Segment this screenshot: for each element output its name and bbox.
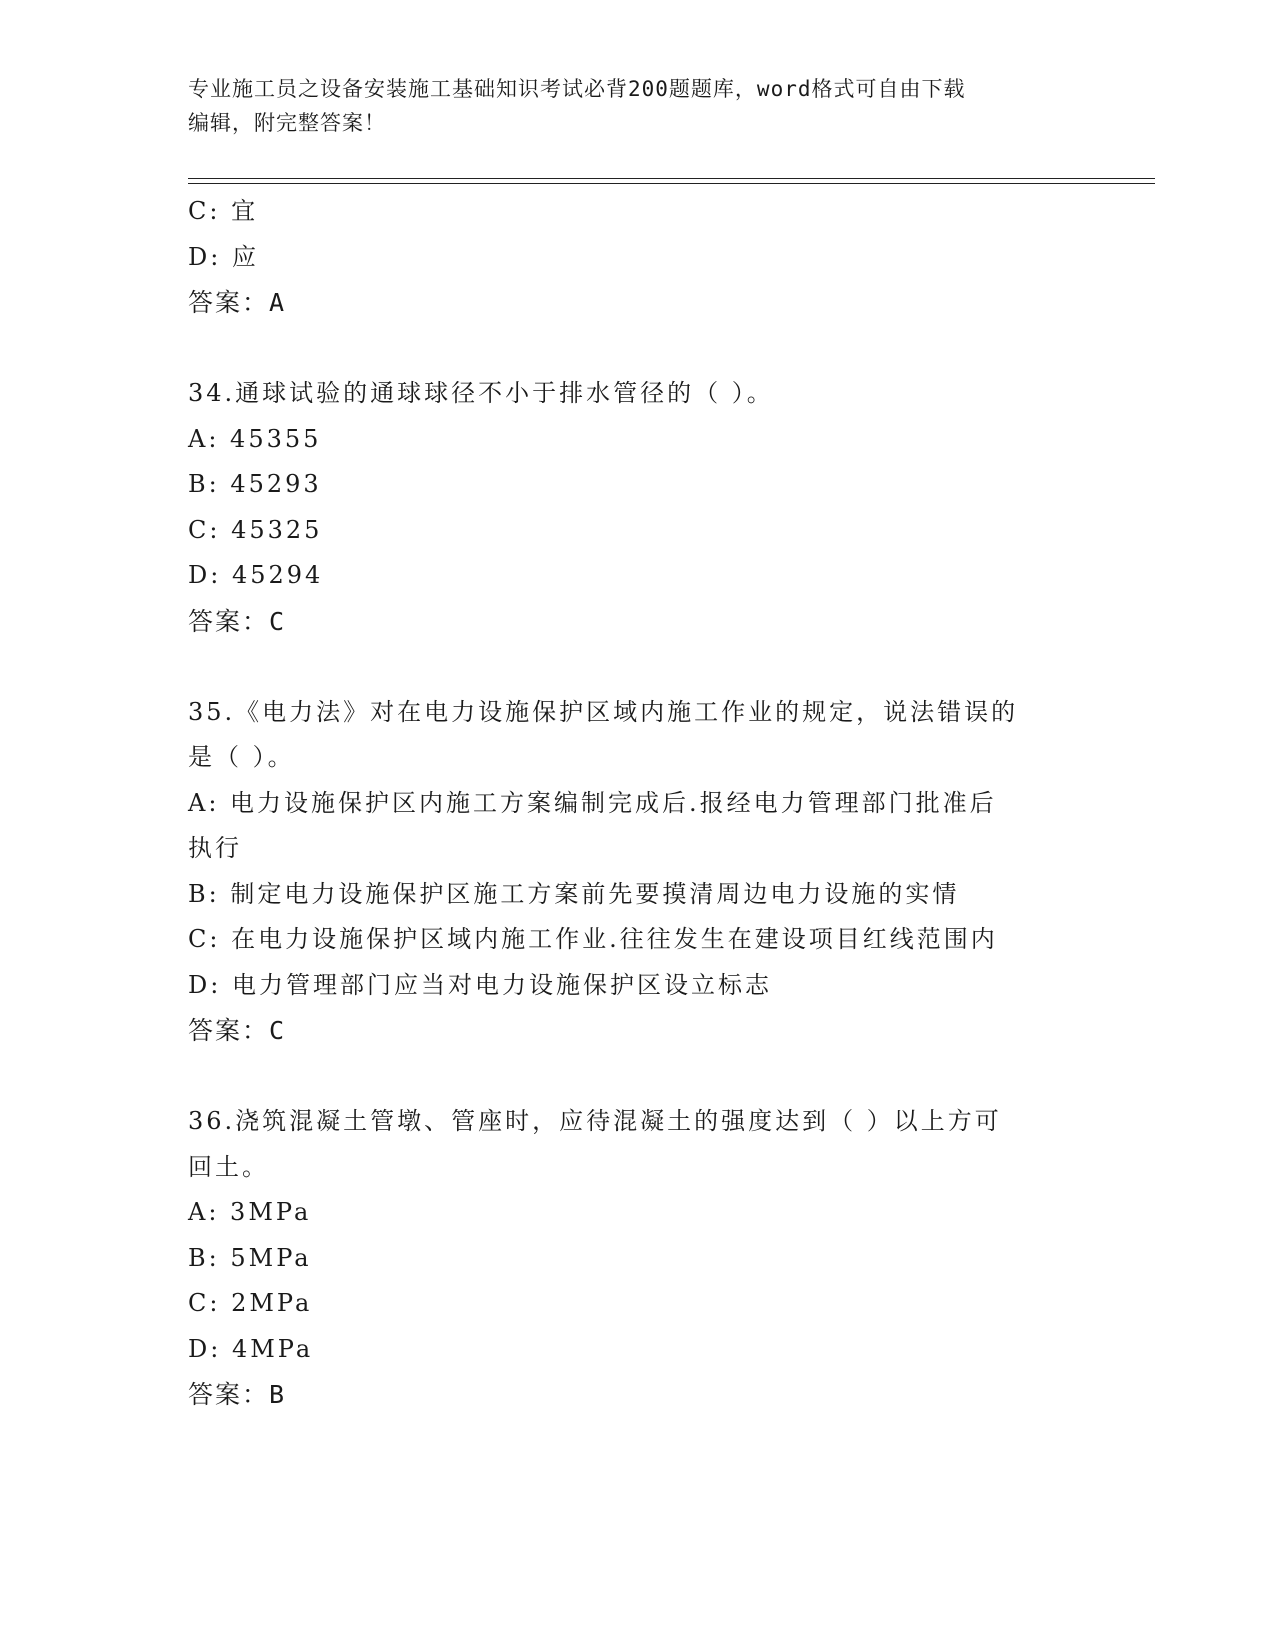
question-36 xyxy=(188,1099,1088,1418)
question-35-stem-line-2: 是（ ）。 xyxy=(188,743,295,771)
header-divider-top xyxy=(188,178,1155,179)
question-gap xyxy=(188,326,1088,372)
question-35-option-d: D: 电力管理部门应当对电力设施保护区设立标志 xyxy=(188,970,772,999)
carryover-answer: 答案：A xyxy=(188,288,287,317)
question-34 xyxy=(188,371,1088,644)
question-34-answer: 答案：C xyxy=(188,606,287,636)
question-34-option-d: D: 45294 xyxy=(188,561,324,589)
question-36-stem-line-2: 回土。 xyxy=(188,1152,269,1181)
question-36-stem-line-1: 36.浇筑混凝土管墩、管座时，应待混凝土的强度达到（ ）以上方可 xyxy=(188,1107,1002,1135)
header-title-line-2: 编辑，附完整答案！ xyxy=(188,111,386,135)
question-36-option-c: C: 2MPa xyxy=(188,1289,313,1317)
question-35-answer: 答案：C xyxy=(188,1016,287,1045)
question-content xyxy=(188,189,1088,1418)
question-35-option-a-line-2: 执行 xyxy=(188,834,242,862)
question-35-option-c: C: 在电力设施保护区域内施工作业.往往发生在建设项目红线范围内 xyxy=(188,925,998,953)
question-gap xyxy=(188,1054,1088,1100)
question-gap xyxy=(188,644,1088,690)
question-35-stem-line-1: 35.《电力法》对在电力设施保护区域内施工作业的规定，说法错误的 xyxy=(188,697,1019,726)
question-34-option-c: C: 45325 xyxy=(188,515,323,544)
document-header xyxy=(188,72,1068,140)
question-34-option-b: B: 45293 xyxy=(188,470,322,498)
question-35 xyxy=(188,690,1088,1054)
carryover-option-c: C: 宜 xyxy=(188,197,259,225)
header-divider-bottom xyxy=(188,183,1155,184)
carryover-option-d: D: 应 xyxy=(188,242,259,271)
question-34-option-a: A: 45355 xyxy=(188,424,322,453)
question-34-stem: 34.通球试验的通球球径不小于排水管径的（ ）。 xyxy=(188,379,774,407)
question-36-option-a: A: 3MPa xyxy=(188,1198,312,1226)
question-36-answer: 答案：B xyxy=(188,1380,287,1409)
question-36-option-d: D: 4MPa xyxy=(188,1334,314,1363)
question-36-option-b: B: 5MPa xyxy=(188,1243,312,1272)
header-title-line-1: 专业施工员之设备安装施工基础知识考试必背200题题库，word格式可自由下载 xyxy=(188,77,966,101)
question-35-option-a-line-1: A: 电力设施保护区内施工方案编制完成后.报经电力管理部门批准后 xyxy=(188,788,997,817)
question-35-option-b: B: 制定电力设施保护区施工方案前先要摸清周边电力设施的实情 xyxy=(188,879,960,908)
